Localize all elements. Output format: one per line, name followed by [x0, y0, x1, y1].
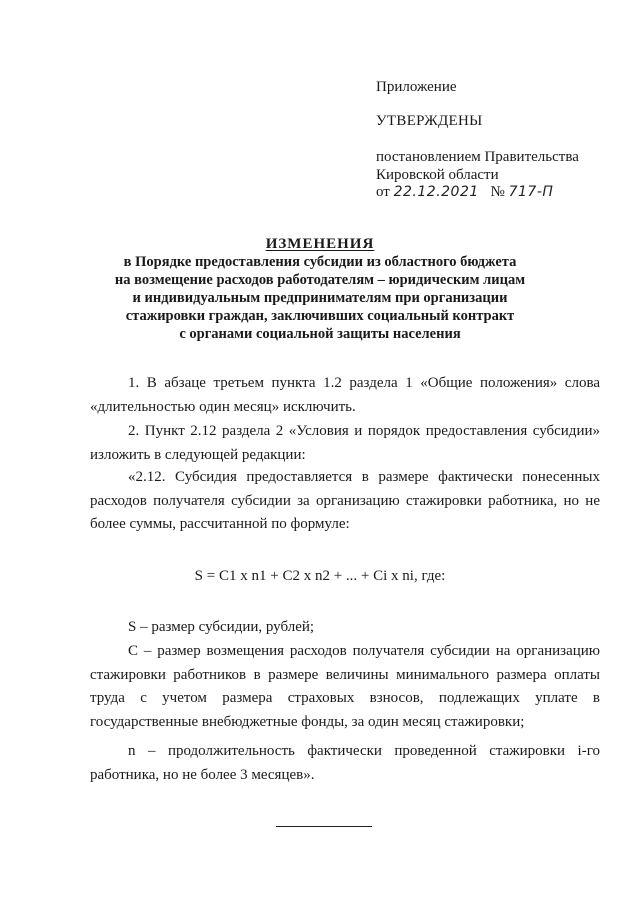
paragraph-1: 1. В абзаце третьем пункта 1.2 раздела 1 «Общие положения» слова «длительностью один месяц» исключить. [90, 375, 600, 415]
paragraph-3: «2.12. Субсидия предоставляется в размере фактически понесенных расходов получателя субсидии за организацию стажировки работника, но не более суммы, рассчитанной по формуле: [90, 469, 600, 532]
handwritten-date: 22.12.2021 [393, 184, 479, 200]
formula: S = C1 x n1 + C2 x n2 + ... + Ci x ni, где: [194, 568, 446, 584]
paragraph-4: S – размер субсидии, рублей; [128, 619, 315, 635]
number-prefix: № [490, 184, 505, 200]
appendix-label: Приложение [376, 79, 457, 95]
document-title [0, 235, 640, 343]
decree-line-2: Кировской области [376, 167, 499, 183]
paragraph-5: C – размер возмещения расходов получателя субсидии на организацию стажировки работников в размере величины минимального размера оплаты труда с учетом размера страховых взносов, подлежащих уплате в государственные внебюджетные фонды, за один месяц стажировки; [90, 643, 600, 730]
title-line: с органами социальной защиты населения [179, 326, 461, 342]
paragraph-6: n – продолжительность фактически проведенной стажировки i-го работника, но не более 3 месяцев». [90, 743, 600, 783]
end-separator-line [276, 826, 372, 827]
decree-date-line [376, 183, 553, 201]
handwritten-number: 717-П [508, 184, 554, 200]
decree-line-1: постановлением Правительства [376, 149, 579, 165]
title-line: стажировки граждан, заключивших социальный контракт [125, 308, 515, 324]
approved-label: УТВЕРЖДЕНЫ [376, 113, 483, 129]
title-line: на возмещение расходов работодателям – юридическим лицам [114, 272, 526, 288]
title-line: и индивидуальным предпринимателям при организации [132, 290, 508, 306]
date-prefix: от [376, 184, 390, 200]
title-line: в Порядке предоставления субсидии из областного бюджета [123, 254, 517, 270]
title-main: ИЗМЕНЕНИЯ [265, 236, 375, 252]
paragraph-2: 2. Пункт 2.12 раздела 2 «Условия и порядок предоставления субсидии» изложить в следующей редакции: [90, 423, 600, 463]
